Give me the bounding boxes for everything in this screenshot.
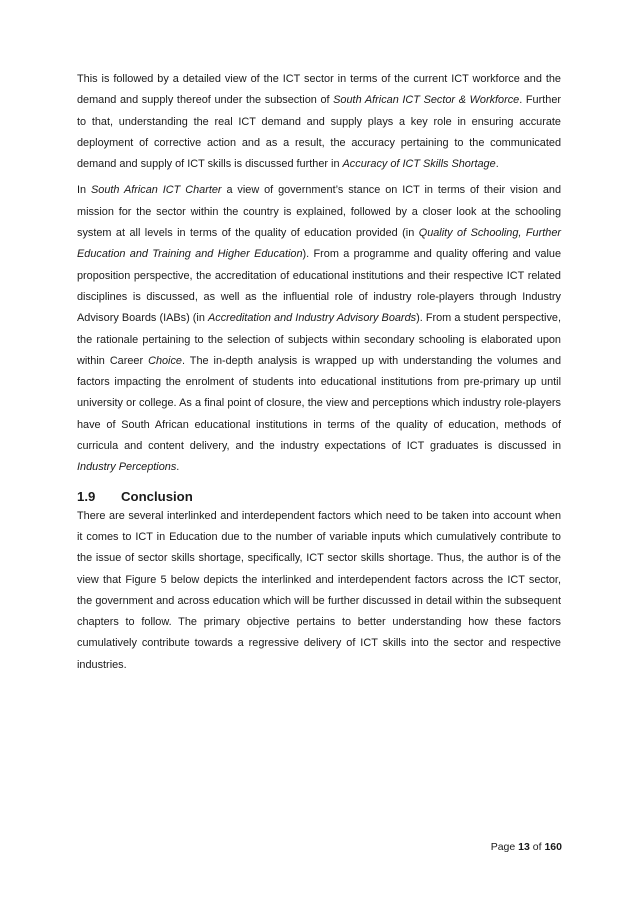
paragraph-ict-charter <box>77 180 561 478</box>
para2-seg7: Choice <box>148 354 182 367</box>
para2-seg9: Industry Perceptions <box>77 461 177 474</box>
para2-seg1: South African ICT Charter <box>91 184 222 197</box>
para2-seg2: a view of government’s stance on ICT in terms of their vision and mission for the sector within the country is explained, followed by a closer look at the schooling system at all levels in terms of the quality of education provided (in <box>77 184 562 240</box>
para1-seg0: This is followed by a detailed view of the ICT sector in terms of the current ICT workforce and the demand and supply thereof under the subsection of <box>77 73 561 107</box>
para2-seg0: In <box>77 184 91 197</box>
para2-seg6: ). From a student perspective, the rationale pertaining to the selection of subjects within secondary schooling is elaborated upon within Career <box>77 312 561 367</box>
paragraph-ict-sector-overview <box>77 69 561 175</box>
section-heading <box>77 488 561 506</box>
page-label: Page <box>490 841 516 853</box>
document-page <box>77 69 561 676</box>
para2-seg4: ). From a programme and quality offering and value proposition perspective, the accreditation of educational institutions and their respective ICT related disciplines is discussed, as well as the influential role of industry role-players through Industry Advisory Boards (IABs) (in <box>77 248 562 325</box>
section-title: Conclusion <box>121 488 193 504</box>
paragraph-conclusion: There are several interlinked and interdependent factors which need to be taken into account when it comes to ICT in Education due to the number of variable inputs which cumulatively contribute to the issue of sector skills shortage, specifically, ICT sector skills shortage. Thus, the author is of the view that Figure 5 below depicts the interlinked and interdependent factors across the ICT sector, the government and across education which will be further discussed in detail within the subsequent chapters to follow. The primary objective pertains to better understanding how these factors cumulatively contribute towards a regressive delivery of ICT skills into the sector and respective industries. <box>77 509 561 671</box>
para1-seg4: . <box>495 158 499 171</box>
of-label: of <box>532 841 542 853</box>
para1-seg2: . Further to that, understanding the real ICT demand and supply plays a key role in ensuring accurate deployment of corrective action and as a result, the accuracy pertaining to the communicated demand and supply of ICT skills is discussed further in <box>77 94 562 171</box>
total-pages: 160 <box>544 841 562 853</box>
section-number: 1.9 <box>77 488 96 504</box>
para2-seg8: . The in-depth analysis is wrapped up with understanding the volumes and factors impacting the enrolment of students into educational institutions from pre-primary up until university or college. As a final point of closure, the view and perceptions which industry role-players have of South African educational institutions in terms of the quality of education, methods of curricula and content delivery, and the industry expectations of ICT graduates is discussed in <box>77 354 561 453</box>
page-footer <box>491 841 562 853</box>
para2-seg5: Accreditation and Industry Advisory Boards <box>207 312 417 325</box>
para2-seg3: Quality of Schooling, Further Education and Training and Higher Education <box>77 227 561 261</box>
para1-seg1: South African ICT Sector & Workforce <box>333 94 520 107</box>
para1-seg3: Accuracy of ICT Skills Shortage <box>342 158 496 171</box>
page-number: 13 <box>518 841 530 853</box>
para2-seg10: . <box>176 461 180 474</box>
